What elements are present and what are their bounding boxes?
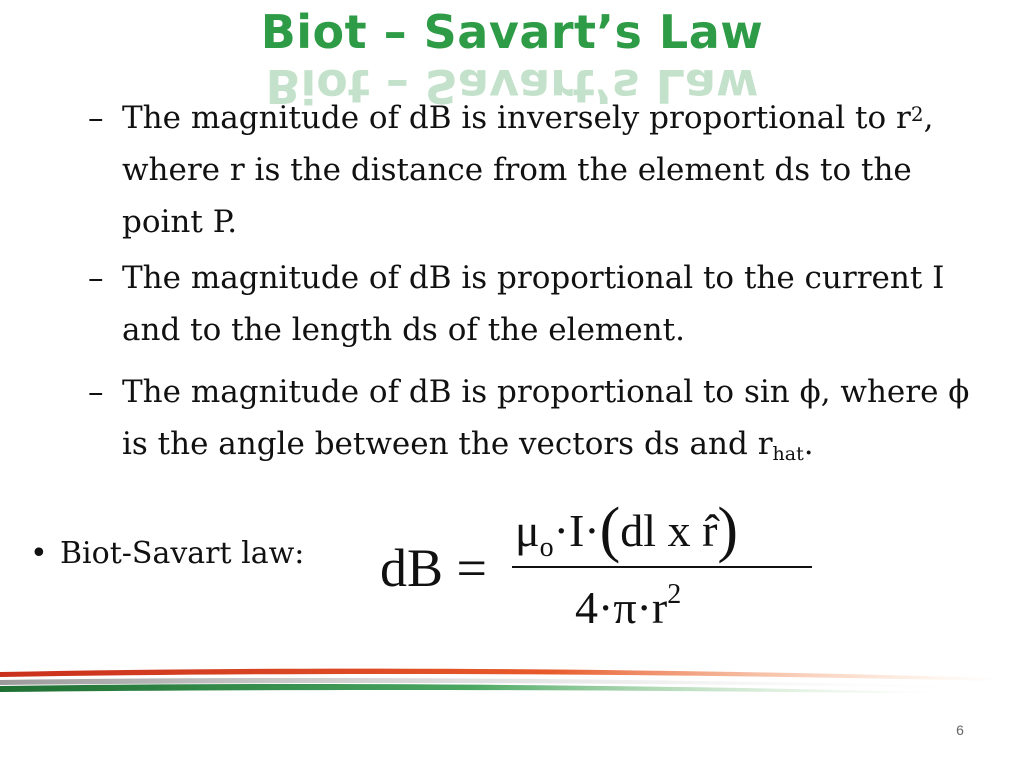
point-1-text-a: The magnitude of dB is inversely proportional to r — [122, 100, 911, 136]
page-number: 6 — [956, 722, 964, 738]
point-1-superscript: 2 — [910, 102, 924, 126]
dash-marker: – — [88, 100, 104, 136]
point-1-text-b: , where r is the distance from the element ds to the point P. — [122, 100, 934, 240]
bullet-biot-savart — [30, 532, 304, 576]
formula-denominator: $4\cdot\pi\cdot r^2$ — [575, 579, 682, 633]
dash-marker: – — [88, 374, 104, 410]
point-3-text-a: The magnitude of dB is proportional to sin ϕ, where ϕ is the angle between the vectors ds and r — [122, 374, 970, 462]
bullet-dot: • — [30, 536, 48, 571]
slide-title: Biot – Savart’s Law — [260, 5, 764, 59]
title-reflection: Biot – Savart’s Law — [265, 59, 759, 113]
dash-marker: – — [88, 260, 104, 296]
formula-lhs: dB = — [380, 538, 487, 598]
point-3-subscript: hat — [772, 443, 804, 465]
point-3-text-b: . — [803, 426, 814, 462]
formula-numerator: $\mu_o\cdot I\cdot(dl$ x r̂) — [515, 496, 739, 564]
fraction-bar — [512, 566, 812, 568]
sub-point-1 — [88, 92, 988, 248]
decorative-stripes — [0, 664, 1024, 704]
sub-point-2 — [88, 252, 988, 356]
bullet-text: Biot-Savart law: — [60, 536, 305, 571]
point-2-text: The magnitude of dB is proportional to the current I and to the length ds of the element. — [122, 260, 945, 348]
biot-savart-formula — [360, 496, 830, 650]
sub-point-3 — [88, 366, 988, 474]
